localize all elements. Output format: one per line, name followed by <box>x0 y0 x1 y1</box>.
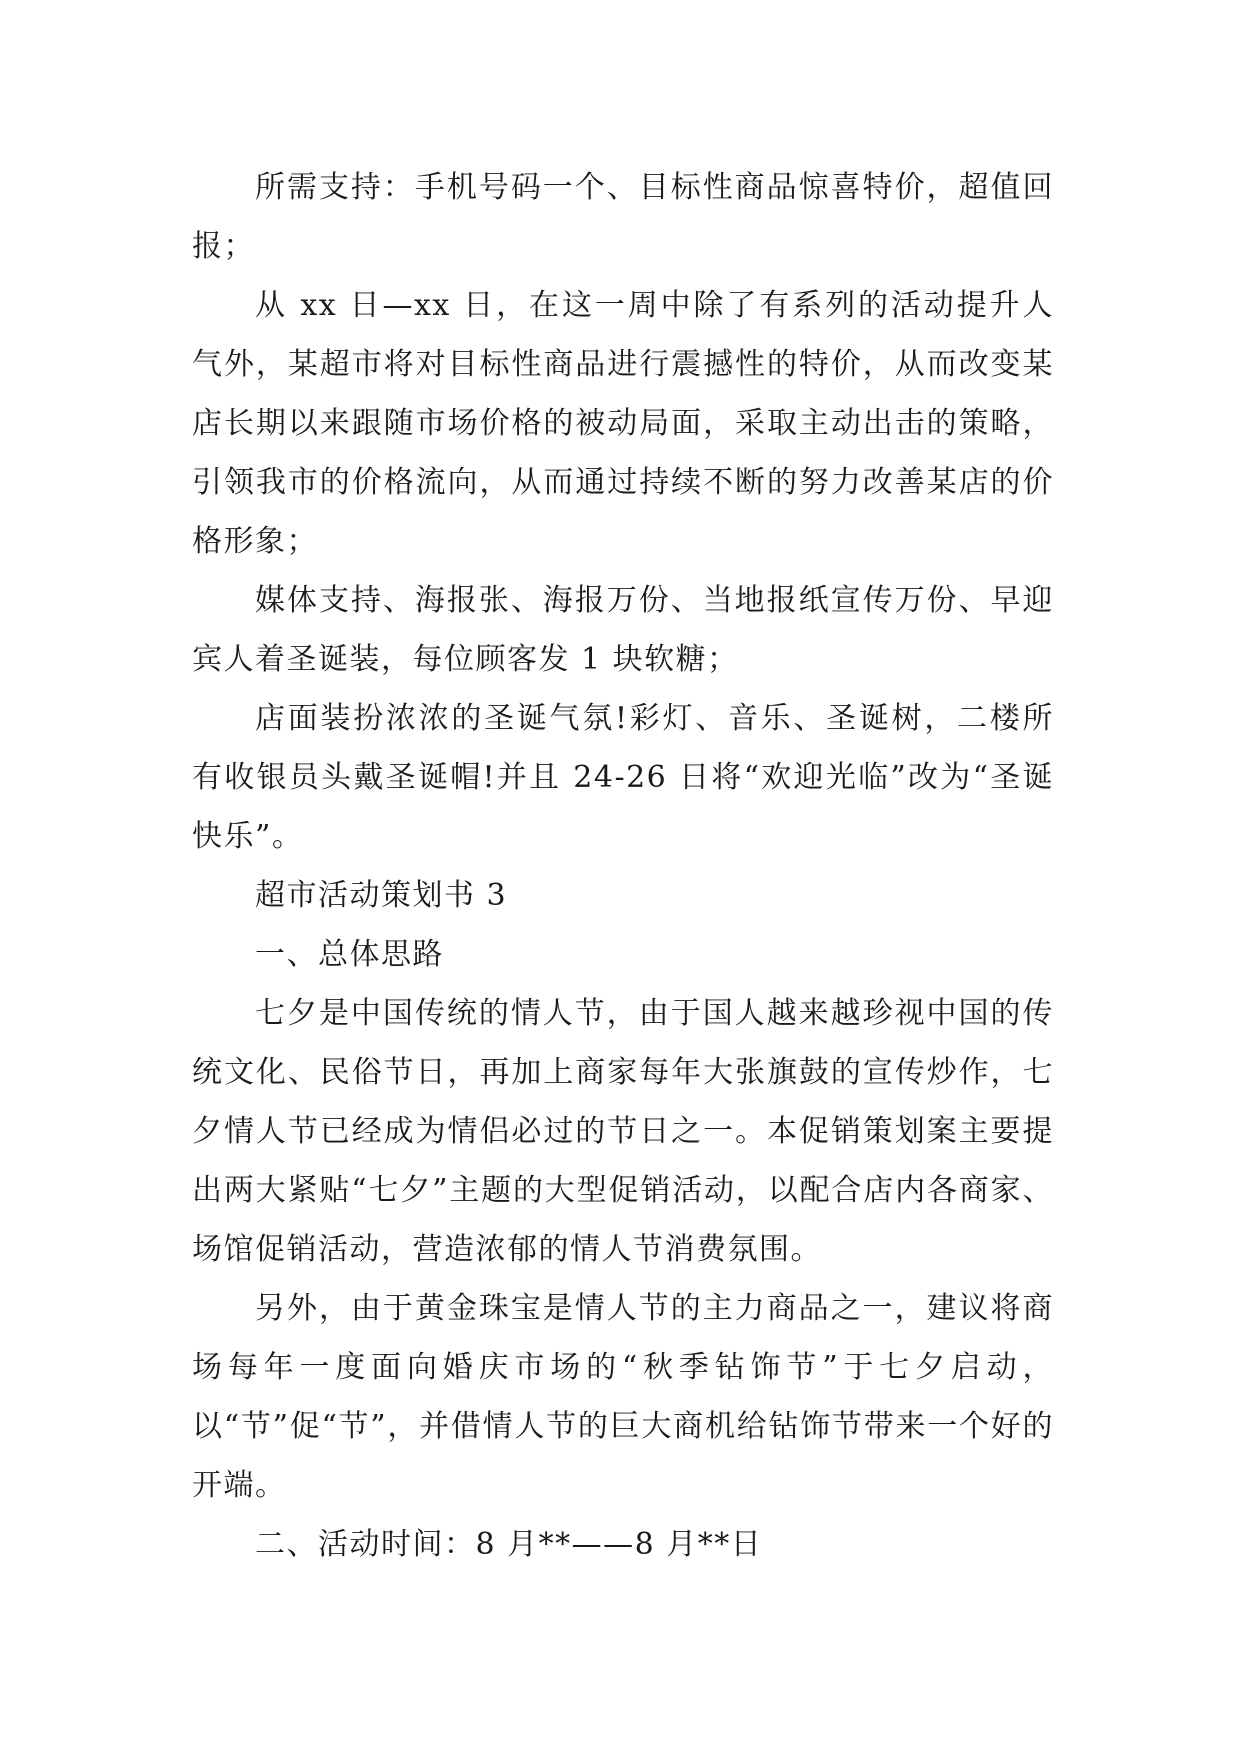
paragraph-qixi: 七夕是中国传统的情人节，由于国人越来越珍视中国的传统文化、民俗节日，再加上商家每年大张旗鼓的宣传炒作，七夕情人节已经成为情侣必过的节日之一。本促销策划案主要提出两大紧贴“七夕”主题的大型促销活动，以配合店内各商家、场馆促销活动，营造浓郁的情人节消费氛围。 <box>192 996 1054 1267</box>
paragraph-jewelry: 另外，由于黄金珠宝是情人节的主力商品之一，建议将商场每年一度面向婚庆市场的“秋季钻饰节”于七夕启动，以“节”促“节”，并借情人节的巨大商机给钻饰节带来一个好的开端。 <box>192 1291 1054 1503</box>
heading-overall-idea: 一、总体思路 <box>255 937 444 972</box>
paragraph-support: 所需支持：手机号码一个、目标性商品惊喜特价，超值回报； <box>192 170 1054 264</box>
document-body <box>192 158 1054 1574</box>
paragraph-special-price: 从 xx 日—xx 日，在这一周中除了有系列的活动提升人气外，某超市将对目标性商品进行震撼性的特价，从而改变某店长期以来跟随市场价格的被动局面，采取主动出击的策略，引领我市的价格流向，从而通过持续不断的努力改善某店的价格形象； <box>192 288 1054 559</box>
paragraph-media-support: 媒体支持、海报张、海报万份、当地报纸宣传万份、早迎宾人着圣诞装，每位顾客发 1 块软糖； <box>192 583 1054 677</box>
section-title: 超市活动策划书 3 <box>255 878 508 913</box>
paragraph-store-decoration: 店面装扮浓浓的圣诞气氛!彩灯、音乐、圣诞树，二楼所有收银员头戴圣诞帽!并且 24-26 日将“欢迎光临”改为“圣诞快乐”。 <box>192 701 1054 854</box>
heading-activity-time: 二、活动时间：8 月**——8 月**日 <box>255 1527 763 1562</box>
